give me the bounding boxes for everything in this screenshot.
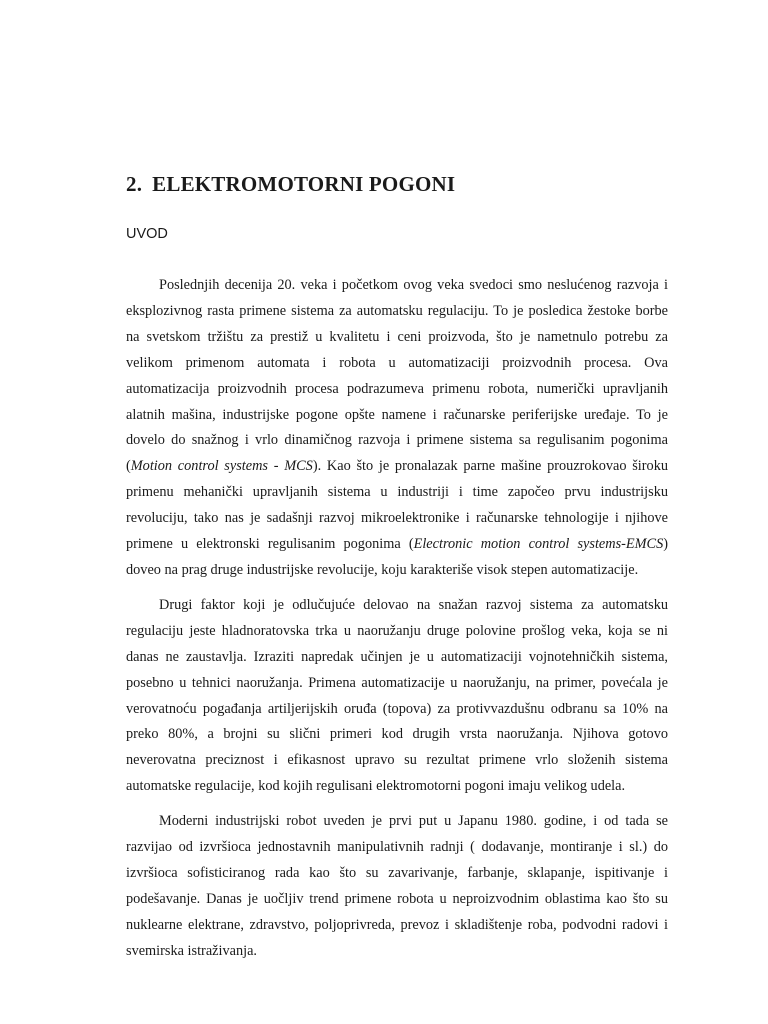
body-text <box>126 273 668 974</box>
paragraph-1-part-1: Poslednjih decenija 20. veka i početkom ovog veka svedoci smo neslućenog razvoja i eksplozivnog rasta primene sistema za automatsku regulaciju. To je posledica žestoke borbe na svetskom tržištu za prestiž u kvalitetu i ceni proizvoda, što je nametnulo potrebu za velikom primenom automata i robota u automatizaciji proizvodnih procesa. Ova automatizacija proizvodnih procesa podrazumeva primenu robota, numerički upravljanih alatnih mašina, industrijske pogone opšte namene i računarske periferijske uređaje. To je dovelo do snažnog i vrlo dinamičnog razvoja i primene sistema sa regulisanim pogonima ( <box>126 277 668 475</box>
paragraph-3: Moderni industrijski robot uveden je prvi put u Japanu 1980. godine, i od tada se razvijao od izvršioca jednostavnih manipulativnih radnji ( dodavanje, montiranje i sl.) do izvršioca sofisticiranog rada kao što su zavarivanje, farbanje, sklapanje, ispitivanje i podešavanje. Danas je uočljiv trend primene robota u neproizvodnim oblastima kao što su nuklearne elektrane, zdravstvo, poljoprivreda, prevoz i skladištenje roba, podvodni radovi i svemirska istraživanja. <box>126 813 668 959</box>
paragraph-1 <box>126 273 668 584</box>
paragraph-1-part-2: ). Kao što je pronalazak parne mašine prouzrokovao široku primenu mehanički upravljanih sistema u industriji i time započeo prvu industrijsku revoluciju, tako nas je sadašnji razvoj mikroelektronike i računarske tehnologije i njihove primene u elektronski regulisanim pogonima ( <box>126 458 668 553</box>
paragraph-2: Drugi faktor koji je odlučujuće delovao na snažan razvoj sistema za automatsku regulaciju jeste hladnoratovska trka u naoružanju druge polovine prošlog veka, koja se ni danas ne zaustavlja. Izraziti napredak učinjen je u automatizaciji vojnotehničkih sistema, posebno u tehnici naoružanja. Primena automatizacije u naoružanju, na primer, povećala je verovatnoću pogađanja artiljerijskih oruđa (topova) za protivvazdušnu odbranu sa 10% na preko 80%, a brojni su slični primeri kod drugih vrsta naoružanja. Njihova gotovo neverovatna preciznost i efikasnost upravo su rezultat primene vrlo složenih sistema automatske regulacije, kod kojih regulisani elektromotorni pogoni imaju velikog udela. <box>126 596 668 795</box>
paragraph-1-italic-1: Motion control systems - MCS <box>130 458 313 475</box>
paragraph-1-italic-2: Electronic motion control systems-EMCS <box>413 536 664 553</box>
chapter-number: 2. <box>126 172 143 196</box>
section-subheading: UVOD <box>126 226 168 242</box>
chapter-title: ELEKTROMOTORNI POGONI <box>152 172 456 196</box>
chapter-heading <box>126 172 455 197</box>
paragraph-1-part-3: ) doveo na prag druge industrijske revolucije, koju karakteriše visok stepen automatizacije. <box>126 536 669 578</box>
